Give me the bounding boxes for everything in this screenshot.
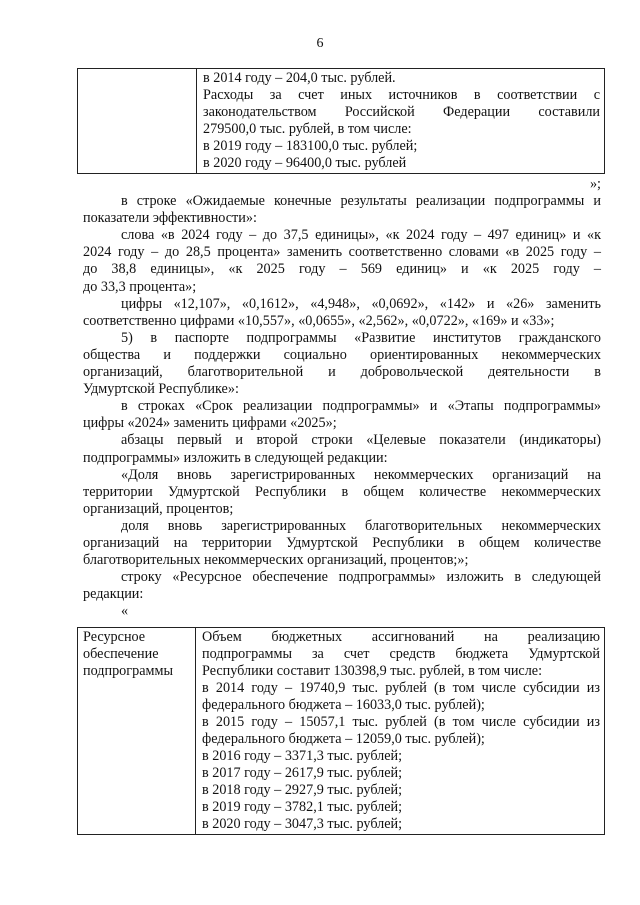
paragraph-line: цифры «2024» заменить цифрами «2025»; bbox=[83, 415, 337, 432]
table-line: в 2019 году – 3782,1 тыс. рублей; bbox=[202, 799, 403, 815]
table-content-cell bbox=[196, 628, 605, 835]
paragraph-line: соответственно цифрами «10,557», «0,0655», «2,562», «0,0722», «169» и «33»; bbox=[83, 312, 555, 329]
paragraph-line: показатели эффективности»: bbox=[83, 210, 257, 227]
paragraph-line: Удмуртской Республике»: bbox=[83, 381, 239, 398]
resource-provision-table bbox=[77, 627, 605, 835]
paragraph-line: редакции: bbox=[83, 586, 144, 603]
paragraph-line: до 33,3 процента»; bbox=[83, 278, 197, 295]
paragraph-line: доля вновь зарегистрированных благотворительных некоммерческих bbox=[121, 517, 601, 534]
table-row bbox=[78, 628, 605, 835]
paragraph-line: организаций на территории Удмуртской Республики в общем количестве bbox=[83, 534, 601, 551]
document-body bbox=[83, 176, 601, 620]
table-line: в 2016 году – 3371,3 тыс. рублей; bbox=[202, 748, 403, 764]
table-line: в 2020 году – 96400,0 тыс. рублей bbox=[203, 155, 407, 171]
paragraph-line: до 38,8 единицы», «к 2025 году – 569 единиц» и «к 2025 году – bbox=[83, 261, 601, 278]
table-line: в 2020 году – 3047,3 тыс. рублей; bbox=[202, 816, 403, 832]
table-line: 279500,0 тыс. рублей, в том числе: bbox=[203, 121, 412, 137]
paragraph-line: 5) в паспорте подпрограммы «Развитие институтов гражданского bbox=[121, 329, 601, 346]
table-line: федерального бюджета – 12059,0 тыс. рублей); bbox=[202, 731, 485, 747]
paragraph-line: 2024 году – до 28,5 процента» заменить соответственно словами «в 2025 году – bbox=[83, 244, 601, 261]
table-line: в 2019 году – 183100,0 тыс. рублей; bbox=[203, 138, 418, 154]
table-row bbox=[78, 69, 605, 174]
table-line: законодательством Российской Федерации составили bbox=[203, 104, 600, 120]
table-content-cell bbox=[197, 69, 605, 174]
table-line: в 2014 году – 204,0 тыс. рублей. bbox=[203, 70, 396, 86]
table-line: в 2014 году – 19740,9 тыс. рублей (в том числе субсидии из bbox=[202, 680, 600, 696]
paragraph-line: абзацы первый и второй строки «Целевые показатели (индикаторы) bbox=[121, 432, 601, 449]
paragraph-line: в строке «Ожидаемые конечные результаты реализации подпрограммы и bbox=[121, 193, 601, 210]
paragraph-line: общества и поддержки социально ориентированных некоммерческих bbox=[83, 346, 601, 363]
paragraph-line: организаций, процентов; bbox=[83, 500, 234, 517]
quote-close: »; bbox=[589, 176, 601, 192]
paragraph-line: территории Удмуртской Республики в общем количестве некоммерческих bbox=[83, 483, 601, 500]
table-line: в 2015 году – 15057,1 тыс. рублей (в том числе субсидии из bbox=[202, 714, 600, 730]
paragraph-line: «Доля вновь зарегистрированных некоммерческих организаций на bbox=[121, 466, 601, 483]
table-line: в 2017 году – 2617,9 тыс. рублей; bbox=[202, 765, 403, 781]
paragraph-line: строку «Ресурсное обеспечение подпрограммы» изложить в следующей bbox=[121, 569, 601, 586]
paragraph-line: цифры «12,107», «0,1612», «4,948», «0,0692», «142» и «26» заменить bbox=[121, 295, 601, 312]
paragraph-line: в строках «Срок реализации подпрограммы» и «Этапы подпрограммы» bbox=[121, 398, 601, 415]
table-line: в 2018 году – 2927,9 тыс. рублей; bbox=[202, 782, 403, 798]
paragraph-line: слова «в 2024 году – до 37,5 единицы», «к 2024 году – 497 единиц» и «к bbox=[121, 227, 601, 244]
paragraph-line: подпрограммы» изложить в следующей редакции: bbox=[83, 449, 388, 466]
table-line: Республики составит 130398,9 тыс. рублей, в том числе: bbox=[202, 663, 543, 679]
paragraph-line: благотворительных некоммерческих организаций, процентов;»; bbox=[83, 552, 469, 569]
table-label-cell bbox=[78, 69, 197, 174]
quote-open: « bbox=[121, 603, 129, 620]
label-line: Ресурсное bbox=[83, 629, 146, 645]
table-line: подпрограммы за счет средств бюджета Удмуртской bbox=[202, 646, 600, 662]
table-line: Объем бюджетных ассигнований на реализацию bbox=[202, 629, 600, 645]
table-label-cell bbox=[78, 628, 196, 835]
paragraph-line: организаций, благотворительной и добровольческой деятельности в bbox=[83, 364, 601, 381]
table-line: Расходы за счет иных источников в соответствии с bbox=[203, 87, 600, 103]
label-line: обеспечение bbox=[83, 646, 159, 662]
label-line: подпрограммы bbox=[83, 663, 173, 679]
table-line: федерального бюджета – 16033,0 тыс. рублей); bbox=[202, 697, 485, 713]
financing-table-continued bbox=[77, 68, 605, 174]
page-number: 6 bbox=[316, 36, 324, 51]
